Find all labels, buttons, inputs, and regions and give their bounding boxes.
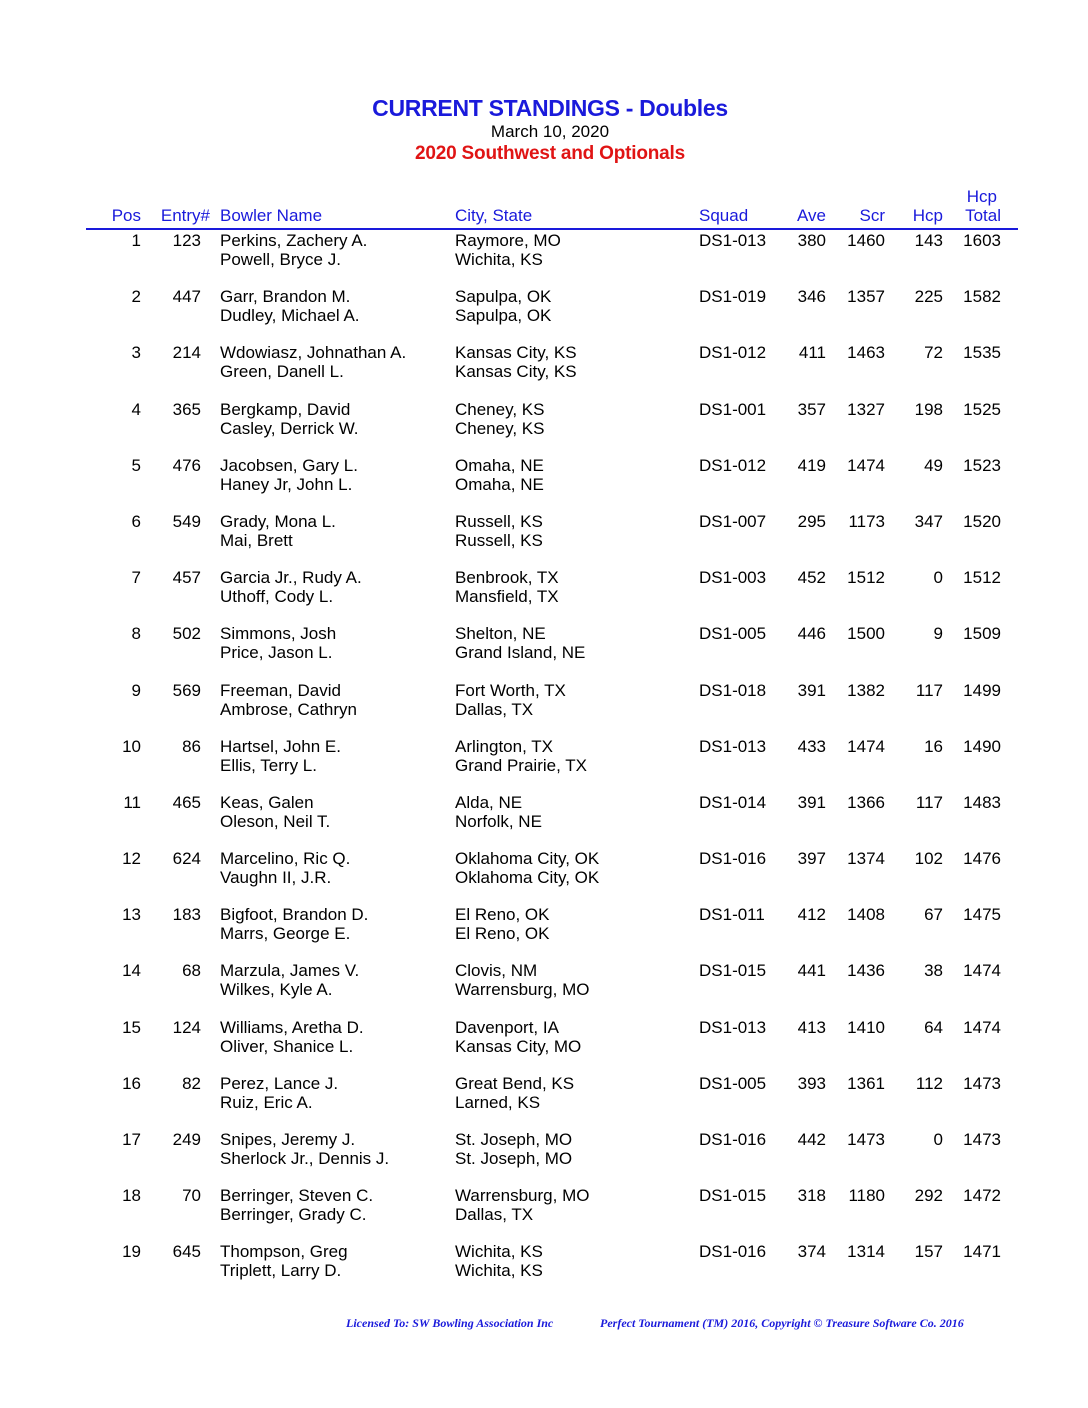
bowler-name: Price, Jason L. [220, 643, 333, 663]
bowler-name: Ambrose, Cathryn [220, 699, 357, 719]
table-row [0, 1074, 1088, 1130]
average: 446 [797, 624, 826, 644]
city-state: Great Bend, KS [455, 1073, 575, 1093]
standings-list [0, 231, 1088, 1299]
squad: DS1-019 [699, 287, 767, 307]
scratch-score: 1314 [847, 1242, 885, 1262]
city-state: Shelton, NE [455, 624, 546, 644]
scratch-score: 1473 [847, 1130, 885, 1149]
handicap: 198 [914, 399, 943, 419]
city-state: Kansas City, KS [455, 362, 577, 382]
pos: 17 [122, 1130, 141, 1149]
city-state: Alda, NE [455, 792, 523, 812]
bowler-name: Keas, Galen [220, 792, 314, 812]
squad: DS1-012 [699, 343, 767, 363]
pos: 8 [131, 624, 141, 644]
hcp-total: 1525 [963, 399, 1001, 419]
entry-number: 457 [172, 568, 201, 588]
table-row [0, 568, 1088, 624]
city-state: Larned, KS [455, 1092, 541, 1112]
bowler-name: Casley, Derrick W. [220, 418, 359, 438]
entry-number: 70 [182, 1186, 201, 1206]
bowler-name: Berringer, Grady C. [220, 1205, 367, 1225]
handicap: 0 [933, 568, 943, 588]
city-state: Russell, KS [455, 511, 543, 531]
hcp-total: 1472 [963, 1186, 1001, 1206]
city-state: Wichita, KS [455, 1261, 543, 1281]
table-row [0, 512, 1088, 568]
city-state: Grand Prairie, TX [455, 755, 587, 775]
header-hcp: Hcp [912, 206, 943, 225]
pos: 19 [122, 1242, 141, 1262]
bowler-name: Garr, Brandon M. [220, 287, 351, 307]
squad: DS1-005 [699, 624, 767, 644]
hcp-total: 1512 [963, 568, 1001, 588]
average: 393 [797, 1073, 826, 1093]
bowler-name: Marzula, James V. [220, 961, 360, 981]
scratch-score: 1474 [847, 736, 885, 756]
bowler-name: Berringer, Steven C. [220, 1186, 374, 1206]
city-state: Fort Worth, TX [455, 680, 566, 700]
bowler-name: Oleson, Neil T. [220, 811, 331, 831]
entry-number: 214 [172, 343, 201, 363]
squad: DS1-013 [699, 231, 767, 250]
scratch-score: 1173 [848, 511, 885, 531]
city-state: Benbrook, TX [455, 568, 559, 588]
average: 346 [797, 287, 826, 307]
table-row [0, 456, 1088, 512]
city-state: Raymore, MO [455, 231, 561, 250]
scratch-score: 1327 [847, 399, 885, 419]
entry-number: 124 [172, 1017, 201, 1037]
city-state: Russell, KS [455, 530, 543, 550]
header-bowler-name: Bowler Name [220, 206, 323, 225]
scratch-score: 1474 [847, 455, 885, 475]
bowler-name: Powell, Bryce J. [220, 250, 341, 269]
table-row [0, 400, 1088, 456]
pos: 18 [122, 1186, 141, 1206]
squad: DS1-005 [699, 1073, 767, 1093]
handicap: 117 [915, 680, 943, 700]
entry-number: 502 [172, 624, 201, 644]
average: 397 [797, 849, 826, 869]
squad: DS1-001 [699, 399, 767, 419]
squad: DS1-016 [699, 1242, 767, 1262]
scratch-score: 1463 [847, 343, 885, 363]
bowler-name: Freeman, David [220, 680, 341, 700]
bowler-name: Williams, Aretha D. [220, 1017, 364, 1037]
column-headers [0, 186, 1088, 230]
copyright-text: Perfect Tournament (TM) 2016, Copyright © Treasure Software Co. 2016 [600, 1316, 964, 1330]
hcp-total: 1490 [963, 736, 1001, 756]
average: 374 [797, 1242, 826, 1262]
tournament-name: 2020 Southwest and Optionals [415, 143, 685, 164]
bowler-name: Perkins, Zachery A. [220, 231, 368, 250]
table-row [0, 1242, 1088, 1298]
city-state: Cheney, KS [455, 399, 545, 419]
entry-number: 365 [172, 399, 201, 419]
pos: 6 [131, 511, 141, 531]
pos: 12 [122, 849, 141, 869]
pos: 15 [122, 1017, 141, 1037]
handicap: 64 [924, 1017, 943, 1037]
bowler-name: Triplett, Larry D. [220, 1261, 342, 1281]
average: 411 [798, 343, 826, 363]
bowler-name: Ruiz, Eric A. [220, 1092, 313, 1112]
city-state: Cheney, KS [455, 418, 545, 438]
bowler-name: Simmons, Josh [220, 624, 337, 644]
average: 419 [797, 455, 826, 475]
entry-number: 645 [172, 1242, 201, 1262]
handicap: 49 [924, 455, 943, 475]
entry-number: 249 [172, 1130, 201, 1149]
report-title: CURRENT STANDINGS - Doubles [372, 95, 728, 121]
bowler-name: Ellis, Terry L. [220, 755, 317, 775]
city-state: Mansfield, TX [455, 587, 559, 607]
scratch-score: 1357 [847, 287, 885, 307]
average: 380 [797, 231, 826, 250]
header-squad: Squad [699, 206, 749, 225]
handicap: 292 [914, 1186, 943, 1206]
hcp-total: 1603 [963, 231, 1001, 250]
handicap: 38 [924, 961, 943, 981]
table-row [0, 681, 1088, 737]
bowler-name: Jacobsen, Gary L. [220, 455, 358, 475]
header-scr: Scr [859, 206, 885, 225]
table-row [0, 961, 1088, 1017]
city-state: Dallas, TX [455, 1205, 534, 1225]
city-state: Omaha, NE [455, 474, 544, 494]
header-hcp-total-top: Hcp [966, 187, 997, 206]
hcp-total: 1473 [963, 1130, 1001, 1149]
city-state: Oklahoma City, OK [455, 849, 600, 869]
pos: 11 [123, 792, 141, 812]
hcp-total: 1520 [963, 511, 1001, 531]
average: 441 [797, 961, 826, 981]
header-pos: Pos [111, 206, 141, 225]
city-state: Warrensburg, MO [455, 980, 590, 1000]
scratch-score: 1460 [847, 231, 885, 250]
city-state: El Reno, OK [455, 924, 550, 944]
city-state: El Reno, OK [455, 905, 550, 925]
squad: DS1-016 [699, 1130, 767, 1149]
handicap: 9 [933, 624, 943, 644]
table-row [0, 1186, 1088, 1242]
handicap: 143 [914, 231, 943, 250]
city-state: Kansas City, KS [455, 343, 577, 363]
pos: 16 [122, 1073, 141, 1093]
scratch-score: 1500 [847, 624, 885, 644]
pos: 14 [122, 961, 141, 981]
report-date: March 10, 2020 [490, 122, 610, 141]
bowler-name: Wdowiasz, Johnathan A. [220, 343, 407, 363]
bowler-name: Uthoff, Cody L. [220, 587, 334, 607]
entry-number: 86 [182, 736, 201, 756]
pos: 9 [131, 680, 141, 700]
squad: DS1-013 [699, 1017, 767, 1037]
hcp-total: 1473 [963, 1073, 1001, 1093]
entry-number: 183 [172, 905, 201, 925]
entry-number: 569 [172, 680, 201, 700]
table-row [0, 343, 1088, 399]
pos: 2 [131, 287, 141, 307]
scratch-score: 1408 [847, 905, 885, 925]
bowler-name: Green, Danell L. [220, 362, 344, 382]
handicap: 347 [914, 511, 943, 531]
bowler-name: Sherlock Jr., Dennis J. [220, 1149, 390, 1168]
table-row [0, 624, 1088, 680]
squad: DS1-011 [699, 905, 765, 925]
hcp-total: 1471 [963, 1242, 1001, 1262]
squad: DS1-018 [699, 680, 767, 700]
bowler-name: Dudley, Michael A. [220, 306, 360, 326]
squad: DS1-007 [699, 511, 767, 531]
handicap: 16 [924, 736, 943, 756]
squad: DS1-013 [699, 736, 767, 756]
pos: 7 [131, 568, 141, 588]
scratch-score: 1410 [847, 1017, 885, 1037]
hcp-total: 1475 [963, 905, 1001, 925]
entry-number: 465 [172, 792, 201, 812]
city-state: Wichita, KS [455, 250, 543, 269]
header-city-state: City, State [455, 206, 533, 225]
bowler-name: Snipes, Jeremy J. [220, 1130, 356, 1149]
header-rule [86, 228, 1018, 230]
table-row [0, 905, 1088, 961]
table-row [0, 849, 1088, 905]
table-row [0, 793, 1088, 849]
handicap: 225 [914, 287, 943, 307]
table-row [0, 1130, 1088, 1186]
average: 413 [797, 1017, 826, 1037]
bowler-name: Haney Jr, John L. [220, 474, 353, 494]
entry-number: 624 [172, 849, 201, 869]
scratch-score: 1382 [847, 680, 885, 700]
scratch-score: 1361 [847, 1073, 885, 1093]
pos: 10 [122, 736, 141, 756]
city-state: Warrensburg, MO [455, 1186, 590, 1206]
bowler-name: Wilkes, Kyle A. [220, 980, 333, 1000]
city-state: Wichita, KS [455, 1242, 543, 1262]
table-row [0, 737, 1088, 793]
scratch-score: 1512 [847, 568, 885, 588]
handicap: 157 [914, 1242, 943, 1262]
handicap: 102 [914, 849, 943, 869]
average: 357 [797, 399, 826, 419]
city-state: St. Joseph, MO [455, 1149, 573, 1168]
report-footer [0, 1316, 1088, 1334]
city-state: Arlington, TX [455, 736, 553, 756]
hcp-total: 1582 [963, 287, 1001, 307]
squad: DS1-014 [699, 792, 767, 812]
city-state: Sapulpa, OK [455, 306, 552, 326]
table-row [0, 1018, 1088, 1074]
header-ave: Ave [797, 206, 826, 225]
handicap: 0 [933, 1130, 943, 1149]
squad: DS1-016 [699, 849, 767, 869]
average: 318 [797, 1186, 826, 1206]
bowler-name: Thompson, Greg [220, 1242, 348, 1262]
city-state: Davenport, IA [455, 1017, 559, 1037]
bowler-name: Grady, Mona L. [220, 511, 336, 531]
table-row [0, 231, 1088, 287]
header-hcp-total-bottom: Total [965, 206, 1001, 225]
handicap: 67 [924, 905, 943, 925]
hcp-total: 1523 [963, 455, 1001, 475]
header-entry: Entry# [160, 206, 210, 225]
average: 412 [797, 905, 826, 925]
bowler-name: Marrs, George E. [220, 924, 351, 944]
squad: DS1-003 [699, 568, 767, 588]
bowler-name: Bigfoot, Brandon D. [220, 905, 369, 925]
pos: 3 [131, 343, 141, 363]
squad: DS1-012 [699, 455, 767, 475]
hcp-total: 1509 [963, 624, 1001, 644]
average: 391 [797, 792, 826, 812]
handicap: 72 [924, 343, 943, 363]
pos: 13 [122, 905, 141, 925]
bowler-name: Oliver, Shanice L. [220, 1036, 354, 1056]
city-state: Grand Island, NE [455, 643, 586, 663]
pos: 1 [131, 231, 141, 250]
bowler-name: Mai, Brett [220, 530, 293, 550]
bowler-name: Garcia Jr., Rudy A. [220, 568, 362, 588]
scratch-score: 1436 [847, 961, 885, 981]
pos: 4 [131, 399, 141, 419]
handicap: 117 [915, 792, 943, 812]
hcp-total: 1499 [963, 680, 1001, 700]
hcp-total: 1483 [963, 792, 1001, 812]
handicap: 112 [915, 1073, 943, 1093]
city-state: Kansas City, MO [455, 1036, 582, 1056]
squad: DS1-015 [699, 961, 767, 981]
scratch-score: 1180 [848, 1186, 885, 1206]
report-header [0, 94, 1088, 166]
average: 433 [797, 736, 826, 756]
city-state: Oklahoma City, OK [455, 868, 600, 888]
entry-number: 447 [172, 287, 201, 307]
entry-number: 82 [182, 1073, 201, 1093]
squad: DS1-015 [699, 1186, 767, 1206]
pos: 5 [131, 455, 141, 475]
average: 442 [797, 1130, 826, 1149]
table-row [0, 287, 1088, 343]
hcp-total: 1476 [963, 849, 1001, 869]
entry-number: 68 [182, 961, 201, 981]
bowler-name: Hartsel, John E. [220, 736, 341, 756]
average: 391 [797, 680, 826, 700]
entry-number: 549 [172, 511, 201, 531]
entry-number: 123 [172, 231, 201, 250]
bowler-name: Bergkamp, David [220, 399, 351, 419]
city-state: Norfolk, NE [455, 811, 542, 831]
city-state: Dallas, TX [455, 699, 534, 719]
average: 452 [797, 568, 826, 588]
scratch-score: 1374 [847, 849, 885, 869]
license-text: Licensed To: SW Bowling Association Inc [346, 1316, 554, 1330]
bowler-name: Perez, Lance J. [220, 1073, 339, 1093]
bowler-name: Vaughn II, J.R. [220, 868, 332, 888]
average: 295 [797, 511, 826, 531]
hcp-total: 1535 [963, 343, 1001, 363]
hcp-total: 1474 [963, 961, 1001, 981]
city-state: St. Joseph, MO [455, 1130, 573, 1149]
city-state: Sapulpa, OK [455, 287, 552, 307]
city-state: Omaha, NE [455, 455, 544, 475]
bowler-name: Marcelino, Ric Q. [220, 849, 351, 869]
hcp-total: 1474 [963, 1017, 1001, 1037]
entry-number: 476 [172, 455, 201, 475]
scratch-score: 1366 [847, 792, 885, 812]
city-state: Clovis, NM [455, 961, 538, 981]
